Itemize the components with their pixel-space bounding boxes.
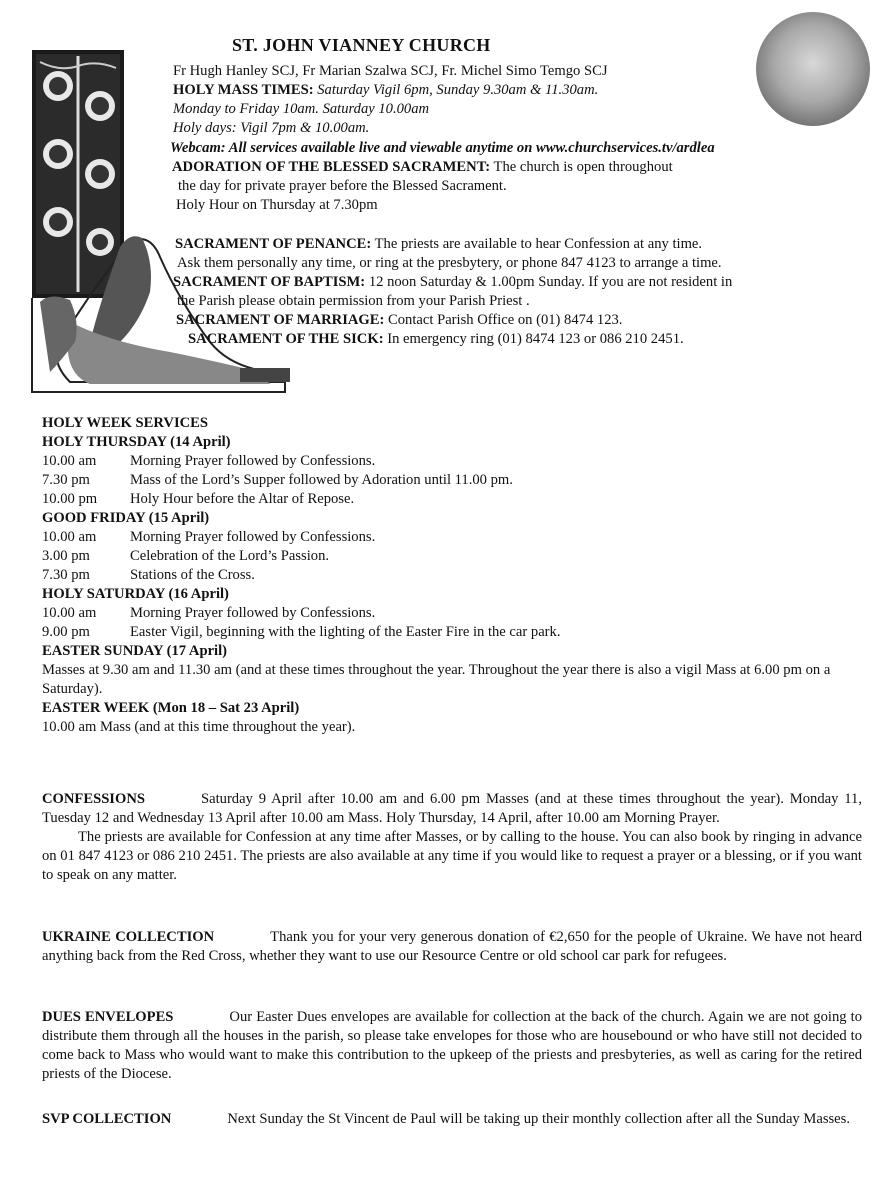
schedule-text: Holy Hour before the Altar of Repose.	[130, 491, 355, 507]
holy-week-title: HOLY WEEK SERVICES	[42, 415, 209, 431]
svp-heading: SVP COLLECTION	[42, 1111, 172, 1127]
ukraine-text: Thank you for your very generous donation of €2,650 for the people of Ukraine. We have not heard anything back from the Red Cross, whether they want to use our Resource Centre or old school car park for refugees.	[42, 929, 862, 964]
svp-section	[42, 1110, 862, 1129]
marriage-line	[176, 311, 622, 330]
schedule-row	[42, 528, 862, 547]
schedule-text: Easter Vigil, beginning with the lighting of the Easter Fire in the car park.	[130, 624, 561, 640]
mass-times-value: Saturday Vigil 6pm, Sunday 9.30am & 11.30am.	[317, 82, 599, 98]
confessions-heading: CONFESSIONS	[42, 791, 145, 807]
sick-text: In emergency ring (01) 8474 123 or 086 210 2451.	[387, 331, 684, 347]
dues-section	[42, 1008, 862, 1084]
holy-week-section	[42, 414, 862, 737]
schedule-text: Mass of the Lord’s Supper followed by Adoration until 11.00 pm.	[130, 472, 513, 488]
schedule-row	[42, 623, 862, 642]
schedule-text: Stations of the Cross.	[130, 567, 255, 583]
weekday-masses: Monday to Friday 10am. Saturday 10.00am	[173, 101, 430, 117]
easter-sunday-heading: EASTER SUNDAY (17 April)	[42, 643, 228, 659]
confessions-section	[42, 790, 862, 885]
sick-line	[188, 330, 684, 349]
svp-text: Next Sunday the St Vincent de Paul will be taking up their monthly collection after all the Sunday Masses.	[227, 1111, 850, 1127]
baptism-label: SACRAMENT OF BAPTISM:	[173, 274, 366, 290]
schedule-text: Celebration of the Lord’s Passion.	[130, 548, 330, 564]
schedule-time: 7.30 pm	[42, 472, 90, 488]
baptism-line	[173, 273, 732, 292]
schedule-row	[42, 547, 862, 566]
schedule-time: 3.00 pm	[42, 548, 90, 564]
holy-days-masses: Holy days: Vigil 7pm & 10.00am.	[173, 120, 370, 136]
schedule-row	[42, 604, 862, 623]
saints-portrait-image	[756, 12, 870, 126]
schedule-row	[42, 471, 862, 490]
easter-week-heading: EASTER WEEK (Mon 18 – Sat 23 April)	[42, 700, 300, 716]
adoration-line	[172, 158, 673, 177]
dues-text: Our Easter Dues envelopes are available for collection at the back of the church. Again we are not going to distribute them through all the houses in the parish, so please take envelopes for those who are housebound or who have still not decided to come back to Mass who would want to make this contribution to the upkeep of the priests and presbyteries, as well as caring for the retired priests of the Diocese.	[42, 1009, 862, 1082]
schedule-row	[42, 452, 862, 471]
schedule-time: 10.00 am	[42, 453, 97, 469]
marriage-text: Contact Parish Office on (01) 8474 123.	[388, 312, 623, 328]
holy-thursday-heading: HOLY THURSDAY (14 April)	[42, 434, 231, 450]
schedule-row	[42, 490, 862, 509]
easter-week-text: 10.00 am Mass (and at this time throughout the year).	[42, 719, 356, 735]
schedule-text: Morning Prayer followed by Confessions.	[130, 529, 376, 545]
sick-label: SACRAMENT OF THE SICK:	[188, 331, 384, 347]
good-friday-heading: GOOD FRIDAY (15 April)	[42, 510, 210, 526]
adoration-label: ADORATION OF THE BLESSED SACRAMENT:	[172, 159, 491, 175]
church-name-title: ST. JOHN VIANNEY CHURCH	[232, 35, 491, 55]
marriage-label: SACRAMENT OF MARRIAGE:	[176, 312, 385, 328]
adoration-text-1: The church is open throughout	[493, 159, 673, 175]
penance-text-1: The priests are available to hear Confession at any time.	[374, 236, 703, 252]
webcam-line: Webcam: All services available live and viewable anytime on www.churchservices.tv/ardlea	[170, 140, 715, 156]
baptism-text-1: 12 noon Saturday & 1.00pm Sunday. If you are not resident in	[368, 274, 733, 290]
schedule-time: 10.00 am	[42, 529, 97, 545]
schedule-time: 9.00 pm	[42, 624, 90, 640]
holy-saturday-heading: HOLY SATURDAY (16 April)	[42, 586, 229, 602]
ukraine-section	[42, 928, 862, 966]
schedule-text: Morning Prayer followed by Confessions.	[130, 453, 376, 469]
mass-times-label: HOLY MASS TIMES:	[173, 82, 314, 98]
confessions-text-2: The priests are available for Confession at any time after Masses, or by calling to the house. You can also book by ringing in advance on 01 847 4123 or 086 210 2451. The priests are also available at any time if you would like to request a prayer or a blessing, or if you want to speak on any matter.	[42, 829, 862, 883]
adoration-text-2: the day for private prayer before the Blessed Sacrament.	[178, 178, 507, 194]
penance-line	[175, 235, 702, 254]
schedule-time: 7.30 pm	[42, 567, 90, 583]
confessions-text-1: Saturday 9 April after 10.00 am and 6.00 pm Masses (and at these times throughout the year). Monday 11, Tuesday 12 and Wednesday 13 April after 10.00 am Mass. Holy Thursday, 14 April, after 10.00 am Morning Prayer.	[42, 791, 862, 826]
schedule-row	[42, 566, 862, 585]
schedule-time: 10.00 am	[42, 605, 97, 621]
ukraine-heading: UKRAINE COLLECTION	[42, 929, 215, 945]
baptism-text-2: the Parish please obtain permission from your Parish Priest .	[177, 293, 530, 309]
schedule-time: 10.00 pm	[42, 491, 98, 507]
penance-label: SACRAMENT OF PENANCE:	[175, 236, 372, 252]
penance-text-2: Ask them personally any time, or ring at the presbytery, or phone 847 4123 to arrange a time.	[177, 255, 722, 271]
priests-line: Fr Hugh Hanley SCJ, Fr Marian Szalwa SCJ, Fr. Michel Simo Temgo SCJ	[173, 63, 608, 79]
dues-heading: DUES ENVELOPES	[42, 1009, 174, 1025]
schedule-text: Morning Prayer followed by Confessions.	[130, 605, 376, 621]
easter-sunday-text: Masses at 9.30 am and 11.30 am (and at these times throughout the year. Throughout the year there is also a vigil Mass at 6.00 pm on a Saturday).	[42, 662, 831, 697]
adoration-text-3: Holy Hour on Thursday at 7.30pm	[176, 197, 378, 213]
mass-times-line	[173, 81, 598, 100]
